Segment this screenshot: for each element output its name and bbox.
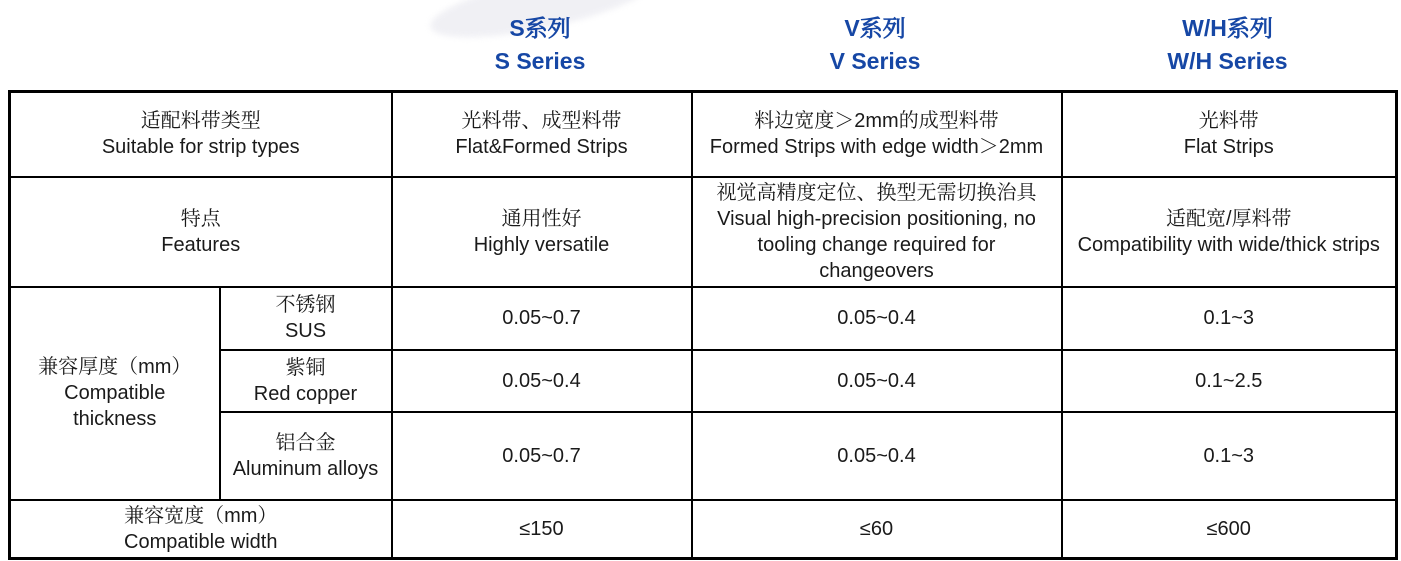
cell-width-v: ≤60 <box>692 500 1062 559</box>
cell-copper-s: 0.05~0.4 <box>392 350 692 412</box>
comparison-table <box>8 90 1398 560</box>
aluminum-label-en: Aluminum alloys <box>232 457 379 480</box>
strip-types-label <box>10 92 392 177</box>
strip-types-s-en: Flat&Formed Strips <box>455 136 628 159</box>
row-thickness-sus <box>10 287 1397 350</box>
features-label-en: Features <box>161 233 241 256</box>
strip-types-wh-en: Flat Strips <box>1183 136 1274 159</box>
series-wh-en: W/H Series <box>1167 48 1288 74</box>
cell-strip-types-wh <box>1062 92 1397 177</box>
series-v-en: V Series <box>829 48 921 74</box>
copper-label-en: Red copper <box>253 382 358 405</box>
row-features <box>10 177 1397 287</box>
material-label-copper <box>220 350 392 412</box>
cell-features-wh <box>1062 177 1397 287</box>
width-label <box>10 500 392 559</box>
features-s-zh: 通用性好 <box>501 207 582 230</box>
series-header-wh <box>1060 6 1395 84</box>
cell-width-s: ≤150 <box>392 500 692 559</box>
width-label-zh: 兼容宽度（mm） <box>124 504 278 527</box>
cell-features-s <box>392 177 692 287</box>
material-label-aluminum <box>220 412 392 500</box>
sus-label-en: SUS <box>284 320 327 342</box>
cell-copper-v: 0.05~0.4 <box>692 350 1062 412</box>
strip-types-v-zh: 料边宽度＞2mm的成型料带 <box>754 110 999 133</box>
series-v-zh: V系列 <box>844 15 906 41</box>
sus-label-zh: 不锈钢 <box>275 294 336 316</box>
material-label-sus <box>220 287 392 350</box>
cell-sus-v: 0.05~0.4 <box>692 287 1062 350</box>
strip-types-wh-zh: 光料带 <box>1198 110 1259 133</box>
features-wh-zh: 适配宽/厚料带 <box>1165 207 1292 230</box>
cell-sus-s: 0.05~0.7 <box>392 287 692 350</box>
series-header-v <box>690 6 1060 84</box>
features-v-en: Visual high-precision positioning, no tooling change required for changeovers <box>717 207 1036 282</box>
features-label-zh: 特点 <box>180 207 221 230</box>
strip-types-label-zh: 适配料带类型 <box>140 110 261 133</box>
aluminum-label-zh: 铝合金 <box>275 431 336 454</box>
cell-features-v <box>692 177 1062 287</box>
strip-types-s-zh: 光料带、成型料带 <box>461 110 622 133</box>
series-header-s <box>390 6 690 84</box>
features-wh-en: Compatibility with wide/thick strips <box>1077 233 1380 256</box>
row-width <box>10 500 1397 559</box>
features-v-zh: 视觉高精度定位、换型无需切换治具 <box>716 181 1037 204</box>
cell-aluminum-wh: 0.1~3 <box>1062 412 1397 500</box>
cell-aluminum-v: 0.05~0.4 <box>692 412 1062 500</box>
features-label <box>10 177 392 287</box>
cell-copper-wh: 0.1~2.5 <box>1062 350 1397 412</box>
features-s-en: Highly versatile <box>473 233 610 256</box>
strip-types-v-en: Formed Strips with edge width＞2mm <box>709 136 1044 159</box>
cell-strip-types-v <box>692 92 1062 177</box>
series-wh-zh: W/H系列 <box>1182 15 1273 41</box>
copper-label-zh: 紫铜 <box>285 356 326 379</box>
series-s-zh: S系列 <box>509 15 571 41</box>
thickness-label-zh: 兼容厚度（mm） <box>38 356 192 378</box>
cell-sus-wh: 0.1~3 <box>1062 287 1397 350</box>
cell-strip-types-s <box>392 92 692 177</box>
thickness-label-en: Compatible thickness <box>64 382 166 430</box>
cell-width-wh: ≤600 <box>1062 500 1397 559</box>
width-label-en: Compatible width <box>124 530 278 553</box>
series-s-en: S Series <box>494 48 586 74</box>
thickness-group-label <box>10 287 220 500</box>
row-strip-types <box>10 92 1397 177</box>
strip-types-label-en: Suitable for strip types <box>101 136 300 159</box>
cell-aluminum-s: 0.05~0.7 <box>392 412 692 500</box>
